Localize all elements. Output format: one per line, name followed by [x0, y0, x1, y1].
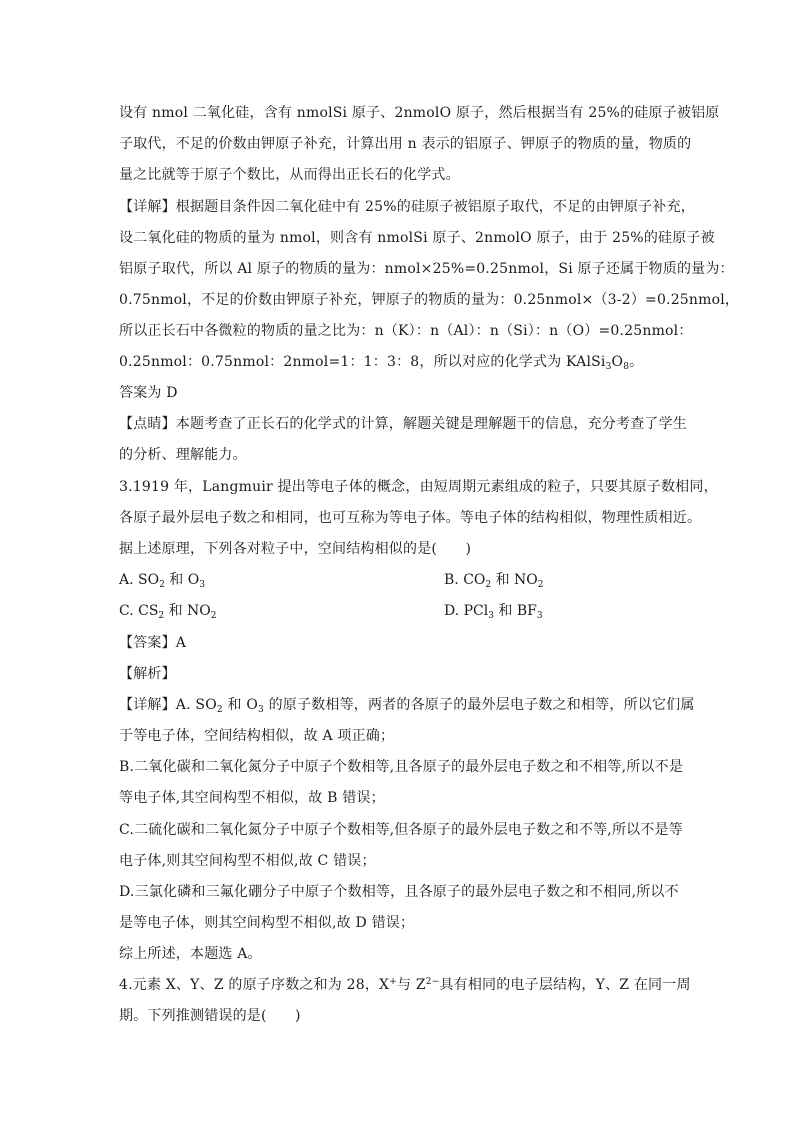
subscript: 2 [485, 580, 492, 590]
text-run: 【详解】A. SO [119, 697, 217, 713]
answer-heading: 【答案】A [119, 635, 187, 651]
text-line: 于等电子体，空间结构相似，故 A 项正确； [119, 728, 395, 744]
text-line: 电子体,则其空间构型不相似,故 C 错误； [119, 853, 376, 869]
subscript: 8 [623, 362, 630, 372]
option-a-text: 和 O [164, 572, 200, 588]
subscript: 3 [258, 705, 264, 715]
question-line [119, 976, 691, 994]
subscript: 3 [536, 611, 543, 621]
analysis-heading: 【解析】 [119, 666, 176, 682]
question-line: 各原子最外层电子数之和相同，也可互称为等电子体。等电子体的结构相似，物理性质相近。 [119, 510, 702, 526]
question-line: 3.1919 年，Langmuir 提出等电子体的概念，由短周期元素组成的粒子，只要其原子数相同， [119, 479, 718, 495]
option-c-text: C. CS [119, 603, 159, 619]
subscript: 2 [158, 611, 165, 621]
answer-line: 答案为 D [119, 385, 178, 401]
subscript: 2 [537, 580, 544, 590]
text-run: 的原子数相等，两者的各原子的最外层电子数之和相等，所以它们属 [263, 697, 695, 713]
option-d-text: D. PCl [444, 603, 489, 619]
text-run: 4.元素 X、Y、Z 的原子序数之和为 28，X [119, 977, 390, 993]
subscript: 3 [488, 611, 494, 621]
text-line: 【详解】根据题目条件因二氧化硅中有 25%的硅原子被铝原子取代，不足的由钾原子补充， [119, 199, 695, 215]
subscript: 2 [216, 705, 223, 715]
text-line: 铝原子取代，所以 Al 原子的物质的量为：nmol×25%=0.25nmol，Si 原子还属于物质的量为： [119, 261, 734, 277]
text-line [119, 696, 695, 715]
superscript: + [389, 977, 397, 987]
superscript: 2− [425, 977, 440, 987]
text-line: 设有 nmol 二氧化硅，含有 nmolSi 原子、2nmolO 原子，然后根据当有 25%的硅原子被铝原 [119, 105, 720, 121]
question-line: 期。下列推测错误的是( ) [119, 1008, 301, 1024]
text-line: 综上所述，本题选 A。 [119, 946, 262, 962]
subscript: 2 [210, 611, 217, 621]
subscript: 2 [159, 580, 165, 590]
text-line: 设二氧化硅的物质的量为 nmol，则含有 nmolSi 原子、2nmolO 原子，由于 25%的硅原子被 [119, 230, 715, 246]
option-a [119, 571, 205, 589]
text-line: D.三氯化磷和三氟化硼分子中原子个数相等，且各原子的最外层电子数之和不相同,所以不 [119, 884, 679, 900]
subscript: 3 [199, 580, 205, 590]
text-line: 【点睛】本题考查了正长石的化学式的计算，解题关键是理解题干的信息，充分考查了学生 [119, 416, 687, 432]
option-b [444, 571, 544, 589]
text-run: 与 Z [396, 977, 426, 993]
text-line: 是等电子体，则其空间构型不相似,故 D 错误； [119, 915, 415, 931]
option-b-text: B. CO [444, 572, 486, 588]
text-run: 具有相同的电子层结构，Y、Z 在同一周 [439, 977, 691, 993]
text-line: 0.75nmol，不足的价数由钾原子补充，钾原子的物质的量为：0.25nmol×（3-2）=0.25nmol， [119, 292, 740, 308]
option-d-text: 和 BF [493, 603, 537, 619]
text-run: 和 O [222, 697, 259, 713]
text-line: 等电子体,其空间构型不相似，故 B 错误； [119, 790, 385, 806]
option-a-text: A. SO [119, 572, 160, 588]
text-line [119, 353, 679, 371]
subscript: 3 [605, 362, 612, 372]
option-d [444, 602, 543, 620]
text-line: 的分析、理解能力。 [119, 447, 247, 463]
text-line: B.二氧化碳和二氧化氮分子中原子个数相等,且各原子的最外层电子数之和不相等,所以不是 [119, 759, 684, 775]
text-line: 量之比就等于原子个数比，从而得出正长石的化学式。 [119, 167, 460, 183]
option-c [119, 602, 217, 620]
text-line: C.二硫化碳和二氧化氮分子中原子个数相等,但各原子的最外层电子数之和不等,所以不是等 [119, 822, 683, 838]
option-b-text: 和 NO [491, 572, 538, 588]
question-line: 据上述原理，下列各对粒子中，空间结构相似的是( ) [119, 541, 472, 557]
option-c-text: 和 NO [164, 603, 211, 619]
text-run: 。 [629, 354, 644, 370]
text-line: 所以正长石中各微粒的物质的量之比为：n（K）：n（Al）：n（Si）：n（O）=0.25nmol： [119, 323, 693, 339]
text-line: 子取代，不足的价数由钾原子补充，计算出用 n 表示的铝原子、钾原子的物质的量，物质的 [119, 136, 692, 152]
text-run: O [611, 354, 624, 370]
text-run: 0.25nmol：0.75nmol：2nmol=1：1：3：8，所以对应的化学式为 KAlSi [119, 354, 606, 370]
